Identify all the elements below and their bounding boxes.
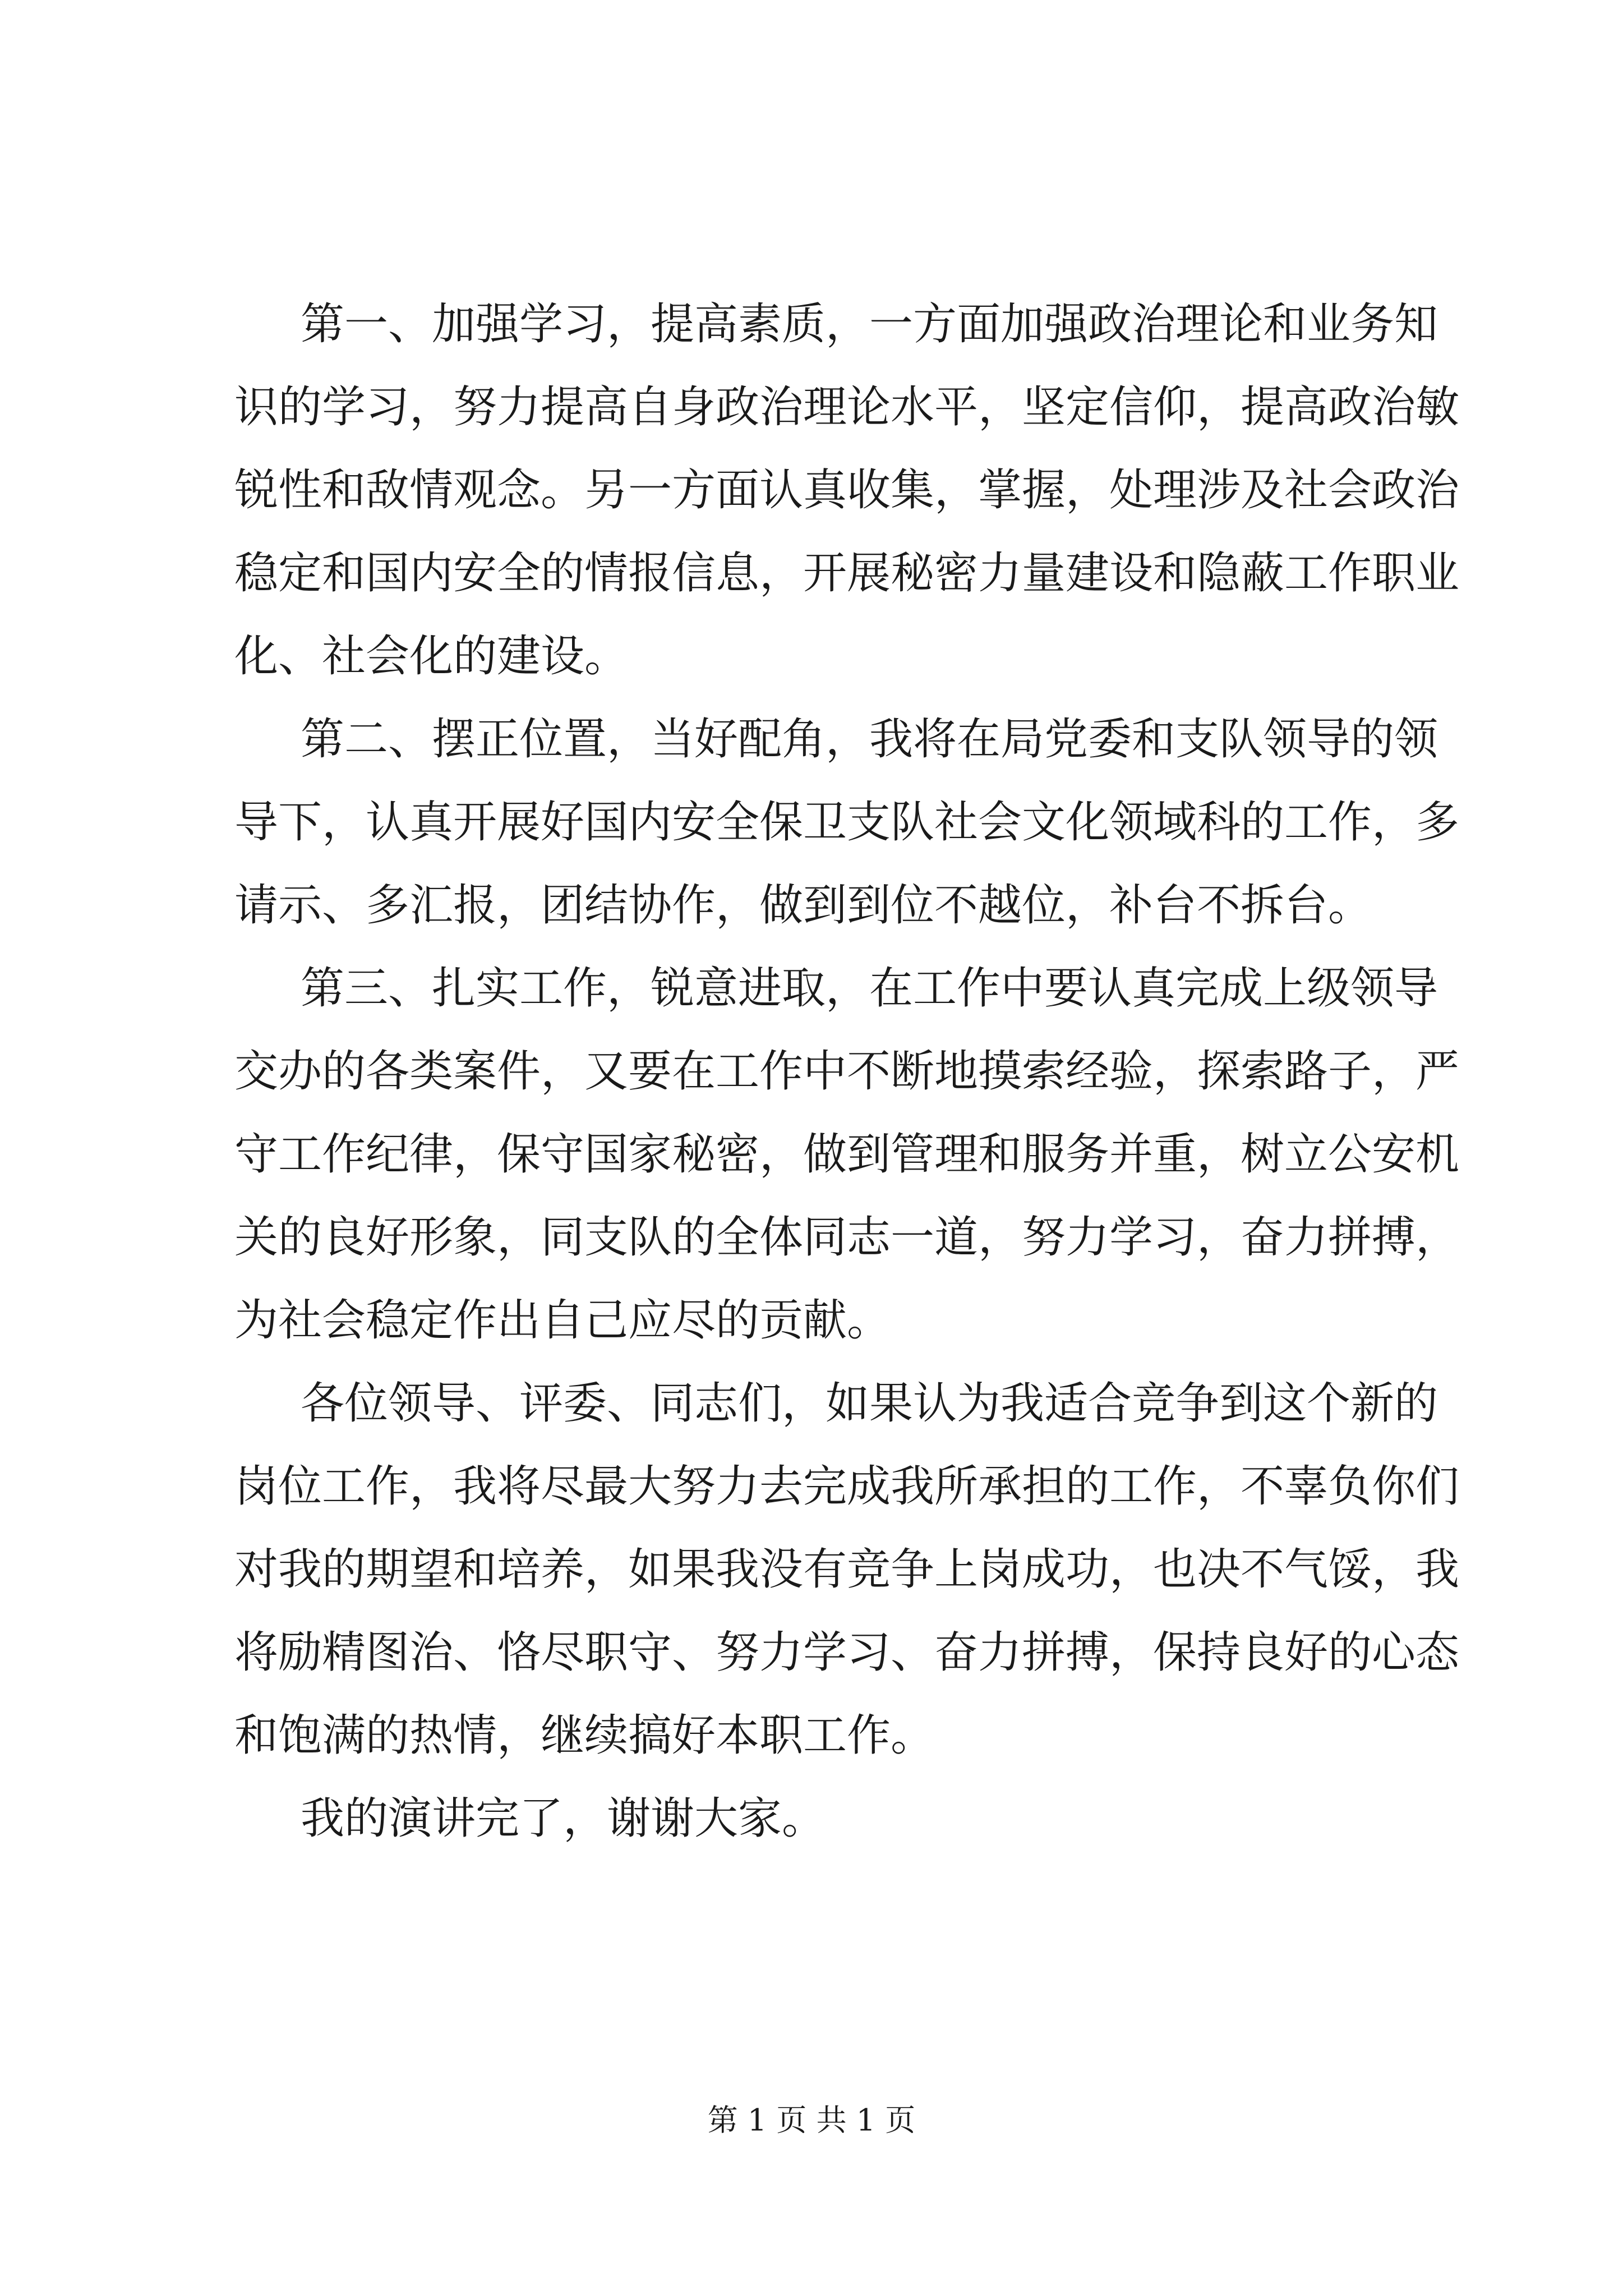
paragraph-line: 第二、摆正位置，当好配角，我将在局党委和支队领导的领 [301, 714, 1438, 765]
paragraph-line: 化、社会化的建设。 [234, 631, 629, 682]
paragraph-line: 第一、加强学习，提高素质，一方面加强政治理论和业务知 [301, 299, 1438, 349]
paragraph-line: 岗位工作，我将尽最大努力去完成我所承担的工作，不辜负你们 [234, 1461, 1460, 1512]
paragraph-line: 稳定和国内安全的情报信息，开展秘密力量建设和隐蔽工作职业 [234, 548, 1460, 599]
paragraph-line: 识的学习，努力提高自身政治理论水平，坚定信仰，提高政治敏 [234, 382, 1460, 432]
paragraph-line: 和饱满的热情，继续搞好本职工作。 [234, 1710, 935, 1761]
paragraph-line: 将励精图治、恪尽职守、努力学习、奋力拼搏，保持良好的心态 [234, 1627, 1460, 1678]
paragraph-line: 各位领导、评委、同志们，如果认为我适合竞争到这个新的 [301, 1378, 1438, 1429]
paragraph-line: 第三、扎实工作，锐意进取，在工作中要认真完成上级领导 [301, 963, 1438, 1014]
paragraph-line: 我的演讲完了，谢谢大家。 [301, 1793, 826, 1844]
paragraph-line: 导下，认真开展好国内安全保卫支队社会文化领域科的工作，多 [234, 797, 1460, 848]
paragraph-line: 为社会稳定作出自己应尽的贡献。 [234, 1295, 891, 1346]
paragraph-line: 锐性和敌情观念。另一方面认真收集，掌握，处理涉及社会政治 [234, 465, 1460, 516]
paragraph-line: 关的良好形象，同支队的全体同志一道，努力学习，奋力拼搏， [234, 1212, 1460, 1263]
page-footer: 第 1 页 共 1 页 [707, 2102, 916, 2138]
paragraph-line: 请示、多汇报，团结协作，做到到位不越位，补台不拆台。 [234, 880, 1372, 931]
paragraph-line: 守工作纪律，保守国家秘密，做到管理和服务并重，树立公安机 [234, 1129, 1460, 1180]
paragraph-line: 对我的期望和培养，如果我没有竞争上岗成功，也决不气馁，我 [234, 1544, 1460, 1595]
paragraph-line: 交办的各类案件，又要在工作中不断地摸索经验，探索路子，严 [234, 1046, 1460, 1097]
